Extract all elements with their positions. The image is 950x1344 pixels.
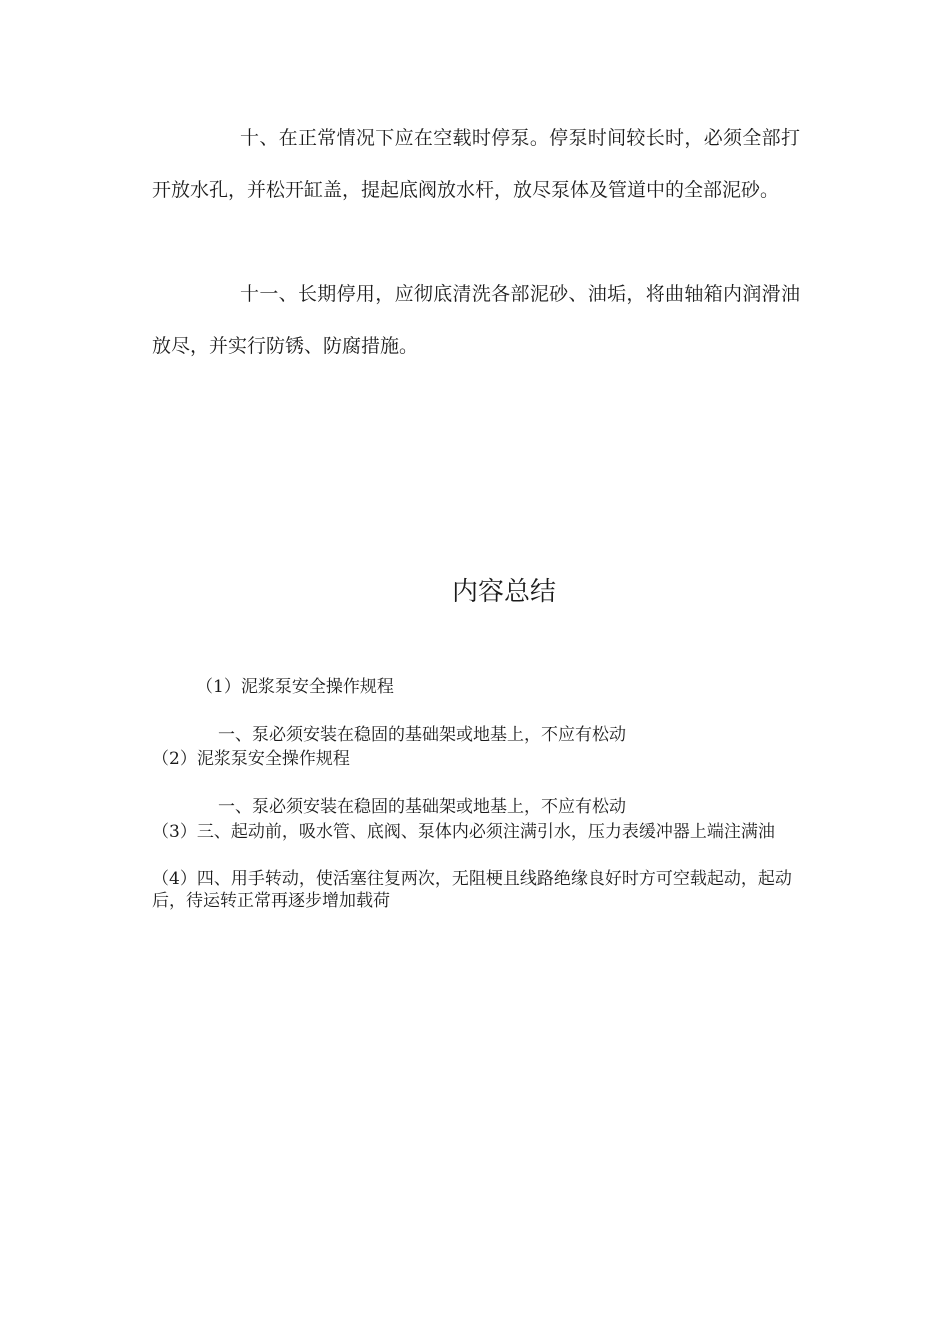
summary-item-2: （2）泥浆泵安全操作规程 [152, 749, 350, 769]
summary-item-2-detail: 一、泵必须安装在稳固的基础架或地基上，不应有松动 [218, 797, 626, 817]
summary-title: 内容总结 [451, 577, 556, 607]
summary-item-1-detail: 一、泵必须安装在稳固的基础架或地基上，不应有松动 [218, 725, 626, 745]
summary-item-3: （3）三、起动前，吸水管、底阀、泵体内必须注满引水，压力表缓冲器上端注满油 [152, 822, 775, 842]
paragraph-ten: 十、在正常情况下应在空载时停泵。停泵时间较长时，必须全部打开放水孔，并松开缸盖，提起底阀放水杆，放尽泵体及管道中的全部泥砂。 [152, 127, 800, 201]
paragraph-eleven: 十一、长期停用，应彻底清洗各部泥砂、油垢，将曲轴箱内润滑油放尽，并实行防锈、防腐措施。 [152, 283, 800, 357]
summary-item-1: （1）泥浆泵安全操作规程 [196, 677, 394, 697]
summary-item-4: （4）四、用手转动，使活塞往复两次，无阻梗且线路绝缘良好时方可空载起动，起动后，待运转正常再逐步增加载荷 [152, 869, 792, 911]
